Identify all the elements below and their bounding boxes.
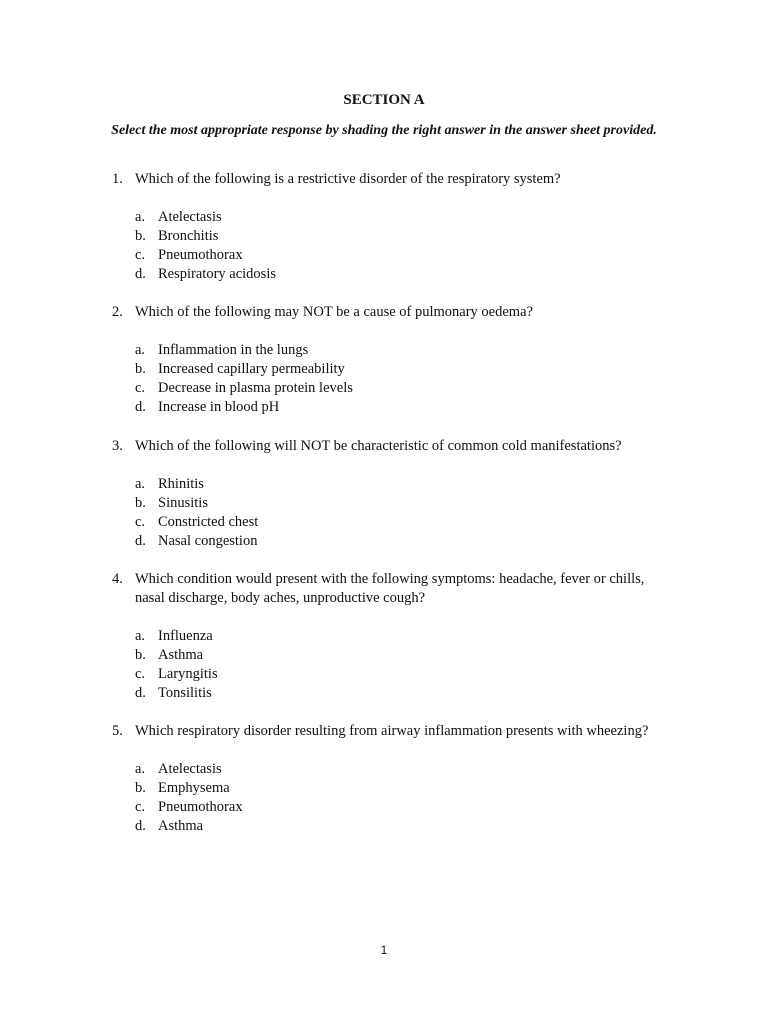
option-letter: b. (135, 228, 146, 244)
option-letter: d. (135, 685, 146, 701)
page-number: 1 (380, 943, 388, 957)
option-letter: a. (135, 476, 146, 492)
question-number: 5. (112, 723, 123, 739)
option-text: Constricted chest (158, 514, 259, 530)
question-text: Which of the following is a restrictive disorder of the respiratory system? (135, 171, 561, 187)
option-text: Increased capillary permeability (158, 361, 345, 377)
option-c (135, 665, 677, 684)
option-c (135, 379, 712, 398)
option-a (135, 475, 712, 494)
option-letter: a. (135, 628, 146, 644)
option-text: Laryngitis (158, 666, 218, 682)
option-list (135, 627, 677, 703)
question-text: Which of the following may NOT be a cause of pulmonary oedema? (135, 304, 533, 320)
question-1 (112, 170, 712, 284)
option-a (135, 627, 677, 646)
option-b (135, 227, 712, 246)
question-number: 4. (112, 571, 123, 587)
option-d (135, 265, 712, 284)
option-text: Influenza (158, 628, 213, 644)
section-title: SECTION A (343, 92, 425, 108)
option-text: Atelectasis (158, 209, 222, 225)
option-c (135, 246, 712, 265)
option-letter: d. (135, 266, 146, 282)
option-letter: d. (135, 533, 146, 549)
option-letter: d. (135, 399, 146, 415)
option-letter: a. (135, 761, 146, 777)
option-letter: b. (135, 361, 146, 377)
option-text: Emphysema (158, 780, 230, 796)
question-text: Which of the following will NOT be characteristic of common cold manifestations? (135, 438, 622, 454)
instructions: Select the most appropriate response by shading the right answer in the answer sheet provided. (111, 123, 657, 138)
option-letter: c. (135, 799, 146, 815)
option-text: Tonsilitis (158, 685, 212, 701)
option-b (135, 360, 712, 379)
option-text: Atelectasis (158, 761, 222, 777)
option-letter: b. (135, 495, 146, 511)
question-number: 3. (112, 438, 123, 454)
question-text: Which condition would present with the following symptoms: headache, fever or chills, nasal discharge, body aches, unproductive cough? (135, 571, 645, 606)
option-text: Decrease in plasma protein levels (158, 380, 353, 396)
option-letter: b. (135, 780, 146, 796)
option-b (135, 494, 712, 513)
question-3 (112, 437, 712, 551)
question-text: Which respiratory disorder resulting from airway inflammation presents with wheezing? (135, 723, 649, 739)
option-letter: c. (135, 514, 146, 530)
option-list (135, 475, 712, 551)
option-letter: a. (135, 342, 146, 358)
option-a (135, 760, 712, 779)
question-number: 1. (112, 171, 123, 187)
option-a (135, 341, 712, 360)
option-text: Rhinitis (158, 476, 204, 492)
option-text: Sinusitis (158, 495, 208, 511)
option-letter: a. (135, 209, 146, 225)
option-d (135, 398, 712, 417)
option-letter: c. (135, 380, 146, 396)
option-a (135, 208, 712, 227)
option-letter: c. (135, 666, 146, 682)
option-c (135, 513, 712, 532)
question-4 (112, 570, 677, 703)
option-text: Asthma (158, 818, 204, 834)
option-text: Bronchitis (158, 228, 219, 244)
option-letter: d. (135, 818, 146, 834)
option-b (135, 779, 712, 798)
option-list (135, 208, 712, 284)
option-text: Inflammation in the lungs (158, 342, 309, 358)
option-text: Pneumothorax (158, 247, 243, 263)
option-text: Increase in blood pH (158, 399, 280, 415)
option-d (135, 532, 712, 551)
option-c (135, 798, 712, 817)
option-text: Nasal congestion (158, 533, 258, 549)
option-list (135, 341, 712, 417)
option-letter: c. (135, 247, 146, 263)
question-2 (112, 303, 712, 417)
option-text: Pneumothorax (158, 799, 243, 815)
option-d (135, 684, 677, 703)
option-letter: b. (135, 647, 146, 663)
option-list (135, 760, 712, 836)
option-b (135, 646, 677, 665)
option-d (135, 817, 712, 836)
question-5 (112, 722, 712, 836)
option-text: Respiratory acidosis (158, 266, 276, 282)
question-number: 2. (112, 304, 123, 320)
option-text: Asthma (158, 647, 204, 663)
